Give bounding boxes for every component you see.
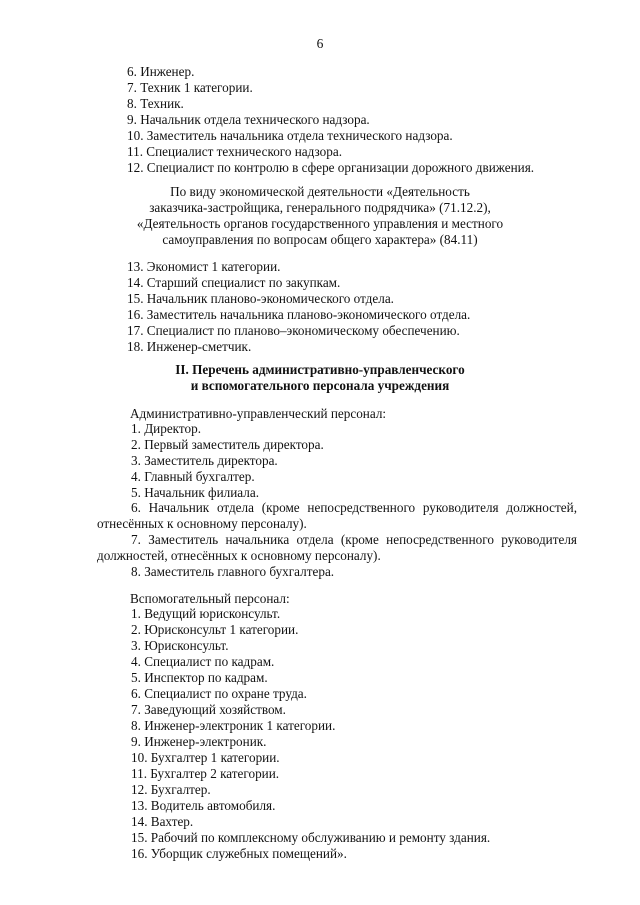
section-title: II. Перечень административно-управленческого: [175, 362, 465, 377]
list-item: 8. Инженер-электроник 1 категории.: [131, 718, 336, 733]
list-item: 12. Бухгалтер.: [131, 782, 211, 797]
list-item: 5. Инспектор по кадрам.: [131, 670, 268, 685]
list-item: 5. Начальник филиала.: [131, 485, 259, 500]
list-item: 13. Экономист 1 категории.: [127, 259, 281, 274]
list-item: 14. Старший специалист по закупкам.: [127, 275, 341, 290]
econ-heading-line: самоуправления по вопросам общего характера» (84.11): [162, 232, 478, 247]
list-item: 4. Специалист по кадрам.: [131, 654, 275, 669]
list-item: 6. Специалист по охране труда.: [131, 686, 307, 701]
list-item: 1. Ведущий юрисконсульт.: [131, 606, 281, 621]
list-item: 12. Специалист по контролю в сфере организации дорожного движения.: [127, 160, 535, 175]
admin-heading: Административно-управленческий персонал:: [130, 406, 387, 421]
econ-heading-line: заказчика-застройщика, генерального подрядчика» (71.12.2),: [149, 200, 491, 215]
list-item: 4. Главный бухгалтер.: [131, 469, 255, 484]
list-item: 17. Специалист по планово–экономическому обеспечению.: [127, 323, 460, 338]
list-item: 7. Техник 1 категории.: [127, 80, 253, 95]
list-item: 15. Рабочий по комплексному обслуживанию и ремонту здания.: [131, 830, 491, 845]
list-item: 2. Первый заместитель директора.: [131, 437, 324, 452]
list-item: 3. Юрисконсульт.: [131, 638, 229, 653]
list-item: 11. Специалист технического надзора.: [127, 144, 343, 159]
list-item: 13. Водитель автомобиля.: [131, 798, 276, 813]
list-item: 10. Заместитель начальника отдела технического надзора.: [127, 128, 453, 143]
page-number: 6: [316, 36, 324, 51]
section-title: и вспомогательного персонала учреждения: [190, 378, 450, 393]
list-item-continuation: должностей, отнесённых к основному персоналу).: [97, 548, 381, 563]
list-item: 1. Директор.: [131, 421, 201, 436]
list-item: 16. Уборщик служебных помещений».: [131, 846, 347, 861]
econ-heading-line: По виду экономической деятельности «Деятельность: [170, 184, 470, 199]
list-item: 16. Заместитель начальника планово-экономического отдела.: [127, 307, 471, 322]
list-item: 2. Юрисконсульт 1 категории.: [131, 622, 299, 637]
list-item: 8. Заместитель главного бухгалтера.: [131, 564, 335, 579]
list-item: 11. Бухгалтер 2 категории.: [131, 766, 280, 781]
list-item: 7. Заведующий хозяйством.: [131, 702, 286, 717]
list-item: 10. Бухгалтер 1 категории.: [131, 750, 280, 765]
list-item: 9. Начальник отдела технического надзора.: [127, 112, 370, 127]
list-item: 15. Начальник планово-экономического отдела.: [127, 291, 394, 306]
list-item: 18. Инженер-сметчик.: [127, 339, 252, 354]
list-item: 8. Техник.: [127, 96, 184, 111]
aux-heading: Вспомогательный персонал:: [130, 591, 290, 606]
list-item-continuation: отнесённых к основному персоналу).: [97, 516, 307, 531]
list-item: 3. Заместитель директора.: [131, 453, 278, 468]
list-item: 7. Заместитель начальника отдела (кроме непосредственного руководителя: [131, 532, 577, 547]
list-item: 14. Вахтер.: [131, 814, 194, 829]
list-item: 6. Начальник отдела (кроме непосредственного руководителя должностей,: [131, 500, 577, 515]
econ-heading-line: «Деятельность органов государственного управления и местного: [136, 216, 504, 231]
list-item: 6. Инженер.: [127, 64, 195, 79]
list-item: 9. Инженер-электроник.: [131, 734, 267, 749]
